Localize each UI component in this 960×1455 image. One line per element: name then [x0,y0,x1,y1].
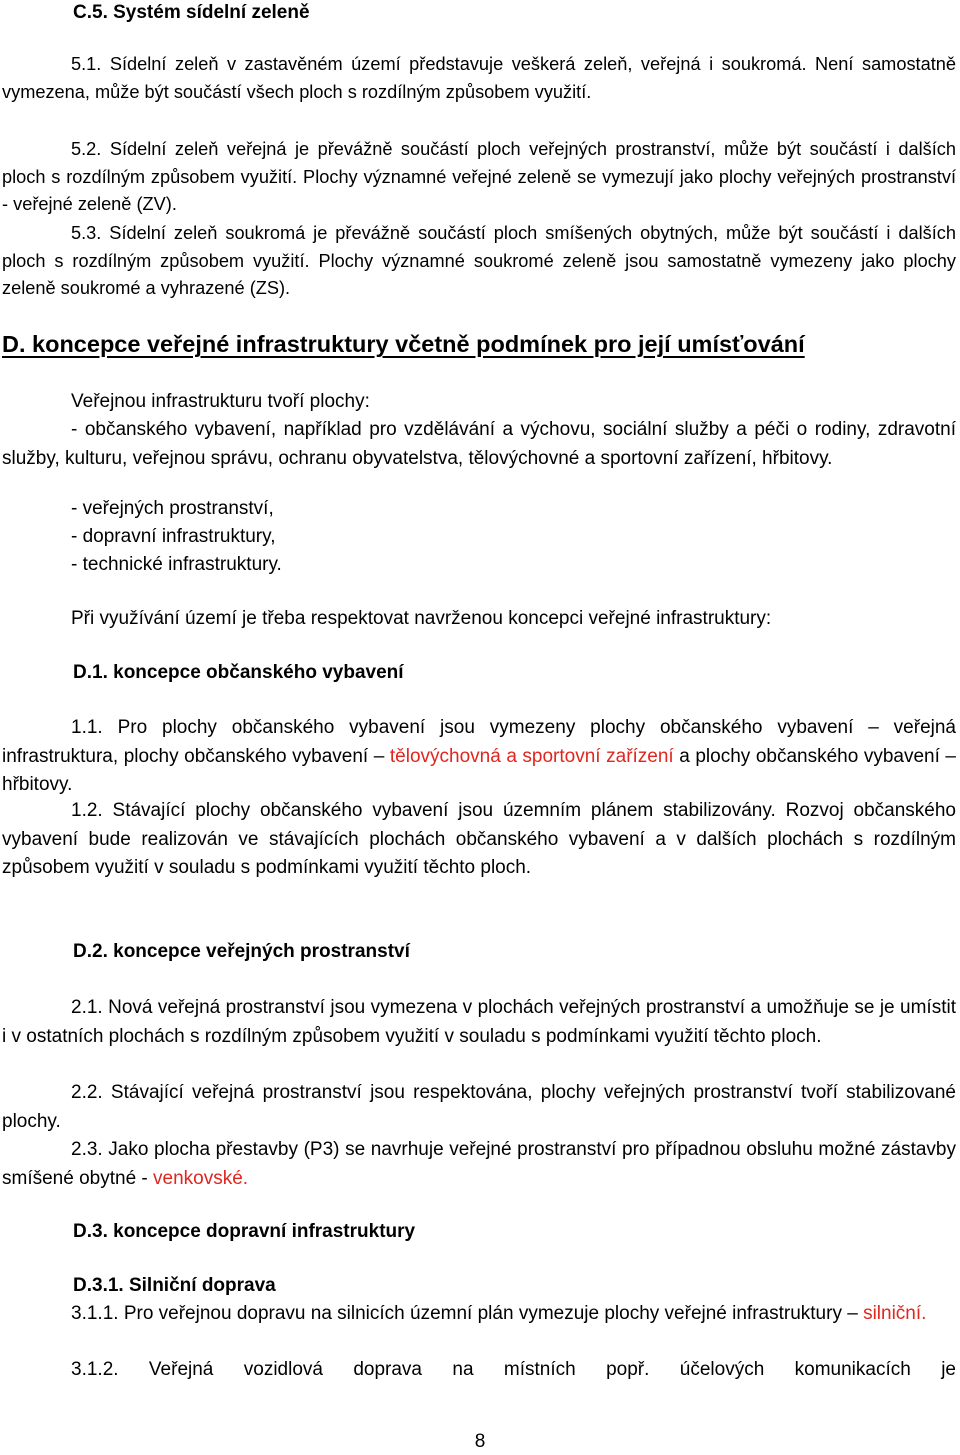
paragraph-5-3: 5.3. Sídelní zeleň soukromá je převážně součástí ploch smíšených obytných, může být součástí i dalších ploch s rozdílným způsobem využití. Plochy významné soukromé zeleně jsou samostatně vymezeny jako plochy zeleně soukromé a vyhrazené (ZS). [2,223,956,298]
infrastructure-item-transport: - dopravní infrastruktury, [71,526,276,547]
paragraph-2-1: 2.1. Nová veřejná prostranství jsou vymezena v plochách veřejných prostranství a umožňuje se je umístit i v ostatních plochách s rozdílným způsobem využití v souladu s podmínkami využití těchto ploch. [2,997,956,1047]
section-c5-heading: C.5. Systém sídelní zeleně [73,2,310,23]
paragraph-2-3-highlight: venkovské. [153,1167,249,1189]
section-d-heading: D. koncepce veřejné infrastruktury včetně podmínek pro její umísťování [2,331,805,357]
d1-heading: D.1. koncepce občanského vybavení [73,662,404,683]
paragraph-1-1-text-b: a plochy občanského vybavení – hřbitovy. [2,745,956,795]
infrastructure-item-civic: - občanského vybavení, například pro vzdělávání a výchovu, sociální služby a péči o rodiny, zdravotní služby, kulturu, veřejnou správu, ochranu obyvatelstva, tělovýchovné a sportovní zařízení, hřbitovy. [2,419,956,469]
paragraph-5-2: 5.2. Sídelní zeleň veřejná je převážně součástí ploch veřejných prostranství, může být součástí i dalších ploch s rozdílným způsobem využití. Plochy významné veřejné zeleně se vymezují jako plochy veřejných prostranství - veřejné zeleně (ZV). [2,139,956,214]
paragraph-3-1-1 [2,1300,956,1329]
page-number: 8 [474,1431,486,1452]
d2-heading: D.2. koncepce veřejných prostranství [73,941,410,962]
paragraph-2-3 [2,1136,956,1193]
paragraph-2-2: 2.2. Stávající veřejná prostranství jsou respektována, plochy veřejných prostranství tvoří stabilizované plochy. [2,1082,956,1132]
paragraph-3-1-1-text: 3.1.1. Pro veřejnou dopravu na silnicích územní plán vymezuje plochy veřejné infrastruktury – [71,1303,864,1324]
infrastructure-item-technical: - technické infrastruktury. [71,554,282,575]
infrastructure-respect-note: Při využívání území je třeba respektovat navrženou koncepci veřejné infrastruktury: [71,608,772,629]
paragraph-5-1: 5.1. Sídelní zeleň v zastavěném území představuje veškerá zeleň, veřejná i soukromá. Není samostatně vymezena, může být součástí všech ploch s rozdílným způsobem využití. [2,54,956,102]
paragraph-1-1 [2,714,956,800]
d3-heading: D.3. koncepce dopravní infrastruktury [73,1221,416,1242]
d3-1-heading: D.3.1. Silniční doprava [73,1275,276,1296]
paragraph-1-2: 1.2. Stávající plochy občanského vybavení jsou územním plánem stabilizovány. Rozvoj občanského vybavení bude realizován ve stávajících plochách občanského vybavení a v dalších plochách s rozdílným způsobem využití v souladu s podmínkami využití těchto ploch. [2,800,956,878]
infrastructure-intro: Veřejnou infrastrukturu tvoří plochy: [71,391,370,412]
paragraph-1-1-text-a: 1.1. Pro plochy občanského vybavení jsou vymezeny plochy občanského vybavení – veřejná infrastruktura, plochy občanského vybavení – [2,717,956,767]
paragraph-1-1-highlight: tělovýchovná a sportovní zařízení [389,745,674,767]
paragraph-2-3-text: 2.3. Jako plocha přestavby (P3) se navrhuje veřejné prostranství pro případnou obsluhu možné zástavby smíšené obytné - [2,1139,956,1189]
paragraph-3-1-1-highlight: silniční. [863,1303,927,1324]
paragraph-3-1-2: 3.1.2. Veřejná vozidlová doprava na místních popř. účelových komunikacích je [71,1359,956,1380]
infrastructure-item-public-spaces: - veřejných prostranství, [71,498,274,519]
